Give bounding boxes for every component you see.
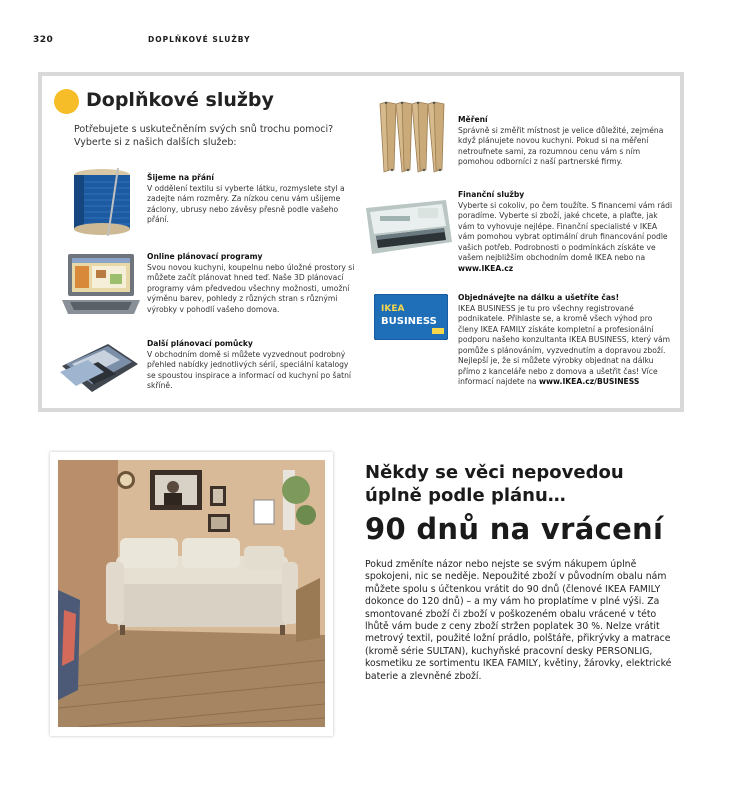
returns-title: 90 dnů na vrácení [365,512,664,546]
returns-subtitle-line1: Někdy se věci nepovedou [365,462,624,483]
catalog-brochures-icon [58,338,140,398]
service-sewing-title: Šijeme na přání [147,173,215,182]
thread-spool-icon [60,166,140,238]
service-sewing-text: V oddělení textilu si vyberte látku, rozmyslete styl a zadejte nám rozměry. Za nízkou cenu vám ušijeme záclony, ubrusy nebo závěsy přesně podle vašeho přání. [147,183,345,224]
services-intro: Potřebujete s uskutečněním svých snů trochu pomoci? Vyberte si z našich dalších služeb: [74,124,334,148]
service-aids [147,339,359,392]
page-number: 320 [33,35,54,45]
service-finance-text: Vyberte si cokoliv, po čem toužíte. S financemi vám rádi poradíme. Vyberte si zboží, jaké chcete, a plaťte, jak vám to vyhovuje nejlépe. Finanční specialisté v IKEA vám pomohou vybrat optimální druh financování podle vašich potřeb. Podrobnosti o podmínkách získáte ve vašem nejbližším obchodním domě IKEA nebo na [458,200,673,262]
service-measuring-title: Měření [458,115,488,124]
returns-subtitle [365,461,624,507]
section-header: DOPLŇKOVÉ SLUŽBY [148,35,251,44]
finance-cards-icon [366,196,452,260]
service-finance [458,190,673,274]
service-remote-title: Objednávejte na dálku a ušetříte čas! [458,293,620,302]
service-finance-link[interactable]: www.IKEA.cz [458,263,514,273]
service-remote-link[interactable]: www.IKEA.cz/BUSINESS [539,377,640,386]
service-remote [458,293,673,388]
accent-dot [54,89,79,114]
returns-body: Pokud změníte názor nebo nejste se svým nákupem úplně spokojeni, nic se neděje. Nepoužité zboží v původním obalu nám můžete spolu s účtenkou vrátit do 90 dnů (členové IKEA FAMILY dokonce do 120 dnů) – a my vám ho proplatíme v plné výši. Za smontované zboží či zboží v poškozeném obalu vrácené v této lhůtě vám bude z ceny zboží stržen poplatek 30 %. Nelze vrátit metrový textil, použité ložní prádlo, polštáře, přikrývky a matrace (kromě série SULTAN), kuchyňské pracovní desky PERSONLIG, kosmetiku ze sortimentu IKEA FAMILY, květiny, žárovky, elektrické baterie a zlevněné zboží. [365,559,672,682]
service-planners-text: Svou novou kuchyni, koupelnu nebo úložné prostory si můžete začít plánovat hned teď. Naše 3D plánovací programy vám předvedou všechny možnosti, umožní výměnu barev, pohledy z různých stran s různými výrobky v pohodlí vašeho domova. [147,262,355,314]
service-aids-title: Další plánovací pomůcky [147,339,253,348]
card-name: BUSINESS [381,316,437,327]
ikea-business-card-icon [374,294,448,340]
folding-ruler-icon [372,98,454,178]
service-finance-title: Finanční služby [458,190,525,199]
services-title: Doplňkové služby [86,89,274,111]
service-remote-text: IKEA BUSINESS je tu pro všechny registrované podnikatele. Přihlaste se, a kromě všech výhod pro členy IKEA FAMILY získáte kompletní a profesionální podporu našeho konzultanta IKEA BUSINESS, který vám pomůže s plánováním, vyzvednutím a dopravou zboží. Nejlepší je, že si můžete výrobky objednat na dálku přímo z kanceláře nebo z domova a ušetřit čas! Více informací najdete na [458,303,671,386]
service-aids-text: V obchodním domě si můžete vyzvednout podrobný přehled nabídky jednotlivých sérií, speciální katalogy se spoustou inspirace a informací od kuchyní po šatní skříně. [147,349,352,390]
returns-subtitle-line2: úplně podle plánu… [365,485,566,506]
room-photo [58,460,325,727]
service-planners [147,252,357,315]
service-planners-title: Online plánovací programy [147,252,263,261]
service-measuring-text: Správně si změřit místnost je velice důležité, zejména když plánujete novou kuchyni. Pokud si na měření netroufnete sami, za rozumnou cenu vám s ním pomohou odborníci z naší partnerské firmy. [458,125,664,166]
service-measuring [458,115,673,168]
laptop-planner-icon [60,250,142,320]
card-brand: IKEA [381,304,405,314]
service-sewing [147,173,357,226]
